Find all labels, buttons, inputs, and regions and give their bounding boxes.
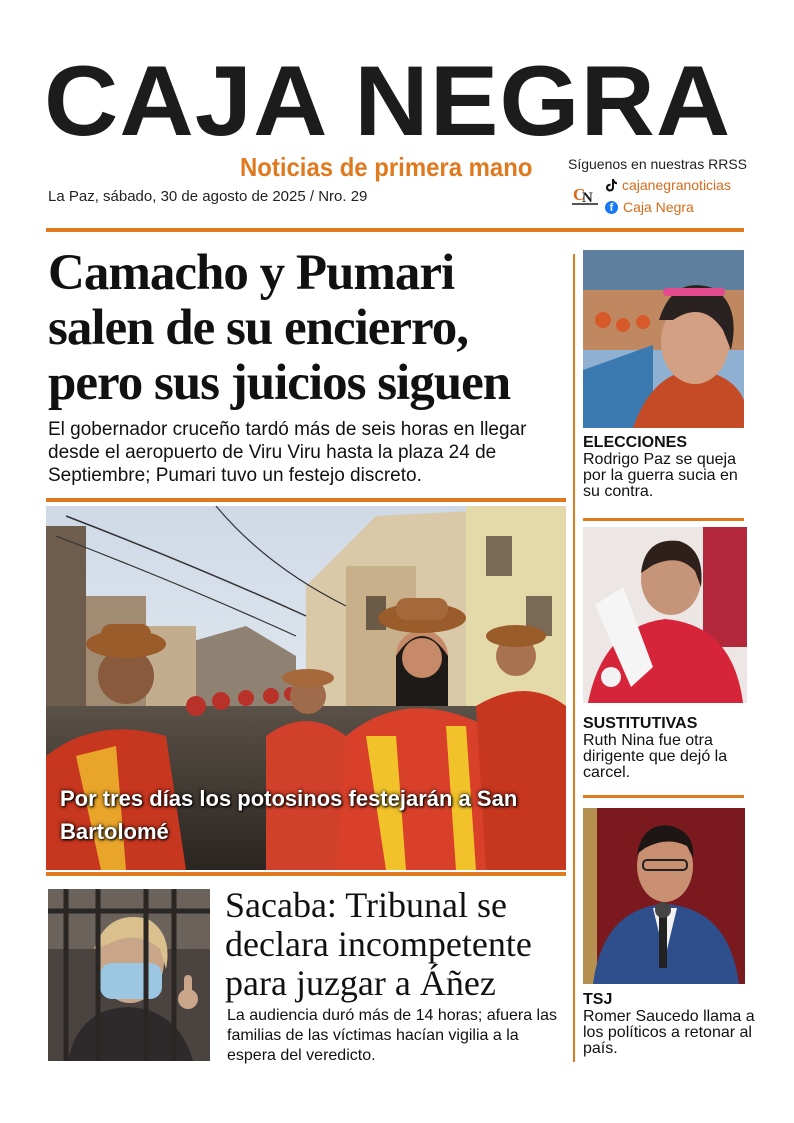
- sidebar-divider: [583, 518, 744, 521]
- sidebar-kicker: ELECCIONES: [583, 434, 688, 451]
- second-headline[interactable]: Sacaba: Tribunal se declara incompetente para juzgar a Áñez: [225, 885, 532, 1003]
- sidebar-text[interactable]: Ruth Nina fue otra dirigente que dejó la carcel.: [583, 732, 728, 781]
- sidebar-text[interactable]: Romer Saucedo llama a los políticos a retonar al país.: [583, 1008, 755, 1057]
- caja-negra-logo-icon: [572, 184, 598, 206]
- photo-caption: Por tres días los potosinos festejarán a San Bartolomé: [60, 786, 518, 844]
- ruth-nina-photo-illustration: [583, 527, 747, 703]
- rodrigo-paz-photo-illustration: [583, 250, 744, 428]
- romer-saucedo-photo-illustration: [583, 808, 745, 984]
- column-divider: [573, 254, 575, 1062]
- facebook-icon: f: [605, 201, 618, 214]
- sidebar-kicker: SUSTITUTIVAS: [583, 715, 698, 732]
- sidebar-text[interactable]: Rodrigo Paz se queja por la guerra sucia en su contra.: [583, 451, 738, 500]
- anez-photo[interactable]: [48, 889, 210, 1061]
- header-divider: [46, 228, 744, 232]
- tiktok-link[interactable]: [605, 177, 731, 193]
- sidebar-kicker: TSJ: [583, 991, 613, 1008]
- main-headline[interactable]: Camacho y Pumari salen de su encierro, pero sus juicios siguen: [48, 245, 511, 411]
- newspaper-title: CAJA NEGRA: [44, 45, 732, 156]
- facebook-link[interactable]: [605, 199, 694, 215]
- main-deck: El gobernador cruceño tardó más de seis horas en llegar desde el aeropuerto de Viru Viru hasta la plaza 24 de Septiembre; Pumari tuvo un festejo discreto.: [48, 419, 527, 486]
- prison-photo-illustration: [48, 889, 210, 1061]
- facebook-handle: Caja Negra: [623, 199, 694, 215]
- second-deck: La audiencia duró más de 14 horas; afuera las familias de las víctimas hacían vigilia a la espera del veredicto.: [227, 1007, 557, 1064]
- dateline: La Paz, sábado, 30 de agosto de 2025 / Nro. 29: [48, 188, 368, 205]
- tiktok-icon: [605, 178, 618, 192]
- sidebar-divider: [583, 795, 744, 798]
- newspaper-tagline: Noticias de primera mano: [240, 152, 533, 182]
- main-photo[interactable]: [46, 506, 566, 870]
- sidebar-photo-paz[interactable]: [583, 250, 744, 428]
- section-divider: [46, 872, 566, 876]
- svg-text:C: C: [573, 185, 586, 204]
- social-follow-label: Síguenos en nuestras RRSS: [568, 156, 747, 172]
- tiktok-handle: cajanegranoticias: [622, 177, 731, 193]
- section-divider: [46, 498, 566, 502]
- sidebar-photo-nina[interactable]: [583, 527, 747, 703]
- svg-text:N: N: [582, 190, 593, 206]
- sidebar-photo-saucedo[interactable]: [583, 808, 745, 984]
